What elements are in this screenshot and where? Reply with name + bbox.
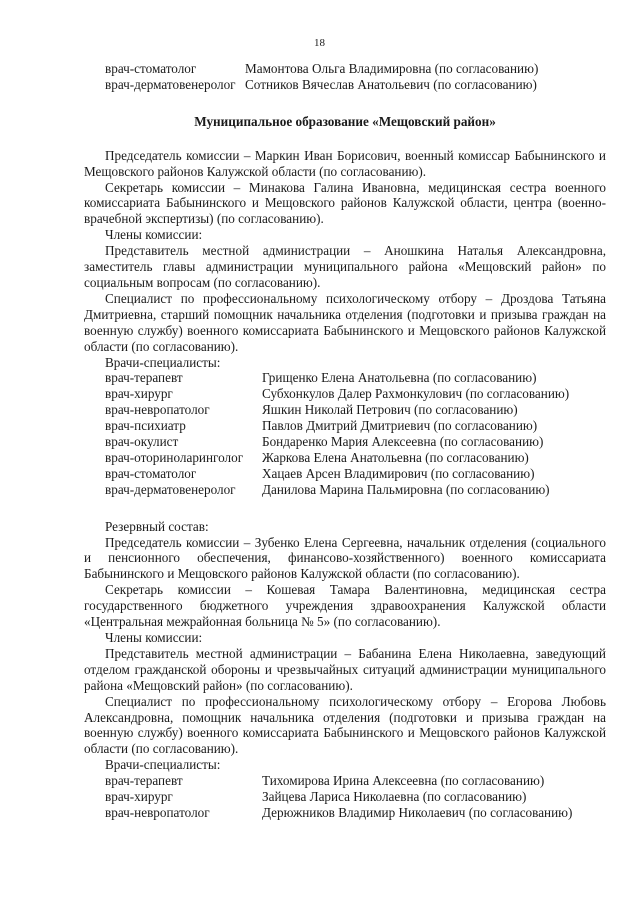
section-title: Муниципальное образование «Мещовский район» [194,113,496,129]
specialist-row [84,77,606,93]
doctor-person: Жаркова Елена Анатольевна (по согласованию) [262,449,529,465]
doctor-row [84,434,606,450]
doctor-person: Субхонкулов Далер Рахмонкулович (по согласованию) [262,386,570,402]
reserve-doctors-label: Врачи-специалисты: [105,757,221,773]
doctor-row [84,482,606,498]
doctor-row [84,402,606,418]
reserve-members-label: Члены комиссии: [105,630,203,645]
reserve-secretary-paragraph: Секретарь комиссии – Кошевая Тамара Валентиновна, медицинская сестра государственного бюджетного учреждения здравоохранения Калужской области «Центральная межрайонная больница № 5» (по согласованию). [84,582,606,630]
doctor-row [84,370,606,386]
doctor-role: врач-невропатолог [105,804,210,820]
specialist-row [84,61,606,77]
doctor-role: врач-окулист [105,434,179,450]
reserve-doctor-row [84,805,606,821]
doctor-role: врач-дерматовенеролог [105,481,236,497]
doctor-person: Яшкин Николай Петрович (по согласованию) [262,402,518,418]
doctor-person: Тихомирова Ирина Алексеевна (по согласованию) [262,773,545,789]
doctor-role: врач-терапевт [105,370,183,386]
doctor-role: врач-невропатолог [105,402,210,418]
doctor-row [84,450,606,466]
reserve-doctor-row [84,789,606,805]
doctor-person: Бондаренко Мария Алексеевна (по согласованию) [262,434,544,450]
doctor-person: Зайцева Лариса Николаевна (по согласованию) [262,789,527,805]
doctor-role: врач-терапевт [105,773,183,789]
members-label: Члены комиссии: [105,227,203,243]
doctor-role: врач-психиатр [105,418,186,434]
doctor-row [84,466,606,482]
page-number: 18 [314,37,325,49]
reserve-admin-rep-paragraph: Представитель местной администрации – Бабанина Елена Николаевна, заведующий отделом гражданской обороны и чрезвычайных ситуаций администрации муниципального района «Мещовский район» (по согласованию). [84,645,606,693]
doctor-role: врач-хирург [105,789,173,805]
secretary-paragraph: Секретарь комиссии – Минакова Галина Ивановна, медицинская сестра военного комиссариата Бабынинского и Мещовского районов Калужской области, центра (военно-врачебной экспертизы) (по согласованию). [84,179,606,227]
document-body [84,61,606,821]
doctor-row [84,418,606,434]
specialist-role: врач-дерматовенеролог [105,76,236,92]
chairman-paragraph: Председатель комиссии – Маркин Иван Борисович, военный комиссар Бабынинского и Мещовского районов Калужской области (по согласованию). [84,147,606,179]
doctor-role: врач-хирург [105,386,173,402]
doctor-person: Данилова Марина Пальмировна (по согласованию) [262,481,550,497]
section-gap [84,498,606,519]
reserve-chairman-paragraph: Председатель комиссии – Зубенко Елена Сергеевна, начальник отделения (социального и пенсионного обеспечения, финансово-хозяйственного) военного комиссариата Бабынинского и Мещовского районов Калужской области (по согласованию). [84,534,606,582]
reserve-doctor-row [84,773,606,789]
doctor-person: Дерюжников Владимир Николаевич (по согласованию) [262,804,573,820]
doctors-label: Врачи-специалисты: [105,354,221,370]
specialist-person: Сотников Вячеслав Анатольевич (по согласованию) [245,76,537,92]
specialist-role: врач-стоматолог [105,61,197,76]
doctor-row [84,386,606,402]
reserve-psych-paragraph: Специалист по профессиональному психологическому отбору – Егорова Любовь Александровна, помощник начальника отделения (подготовки и призыва граждан на военную службу) военного комиссариата Бабынинского и Мещовского районов Калужской области (по согласованию). [84,693,606,757]
reserve-label: Резервный состав: [105,518,209,534]
specialist-person: Мамонтова Ольга Владимировна (по согласованию) [245,61,539,76]
doctor-person: Павлов Дмитрий Дмитриевич (по согласованию) [262,418,538,434]
doctor-role: врач-оториноларинголог [105,449,244,465]
doctor-role: врач-стоматолог [105,465,197,481]
psych-paragraph: Специалист по профессиональному психологическому отбору – Дроздова Татьяна Дмитриевна, старший помощник начальника отделения (подготовки и призыва граждан на военную службу) военного комиссариата Бабынинского и Мещовского районов Калужской области (по согласованию). [84,290,606,354]
admin-rep-paragraph: Представитель местной администрации – Аношкина Наталья Александровна, заместитель главы администрации муниципального района «Мещовский район» по социальным вопросам (по согласованию). [84,243,606,290]
doctor-person: Хацаев Арсен Владимирович (по согласованию) [262,465,535,481]
doctor-person: Грищенко Елена Анатольевна (по согласованию) [262,370,537,386]
